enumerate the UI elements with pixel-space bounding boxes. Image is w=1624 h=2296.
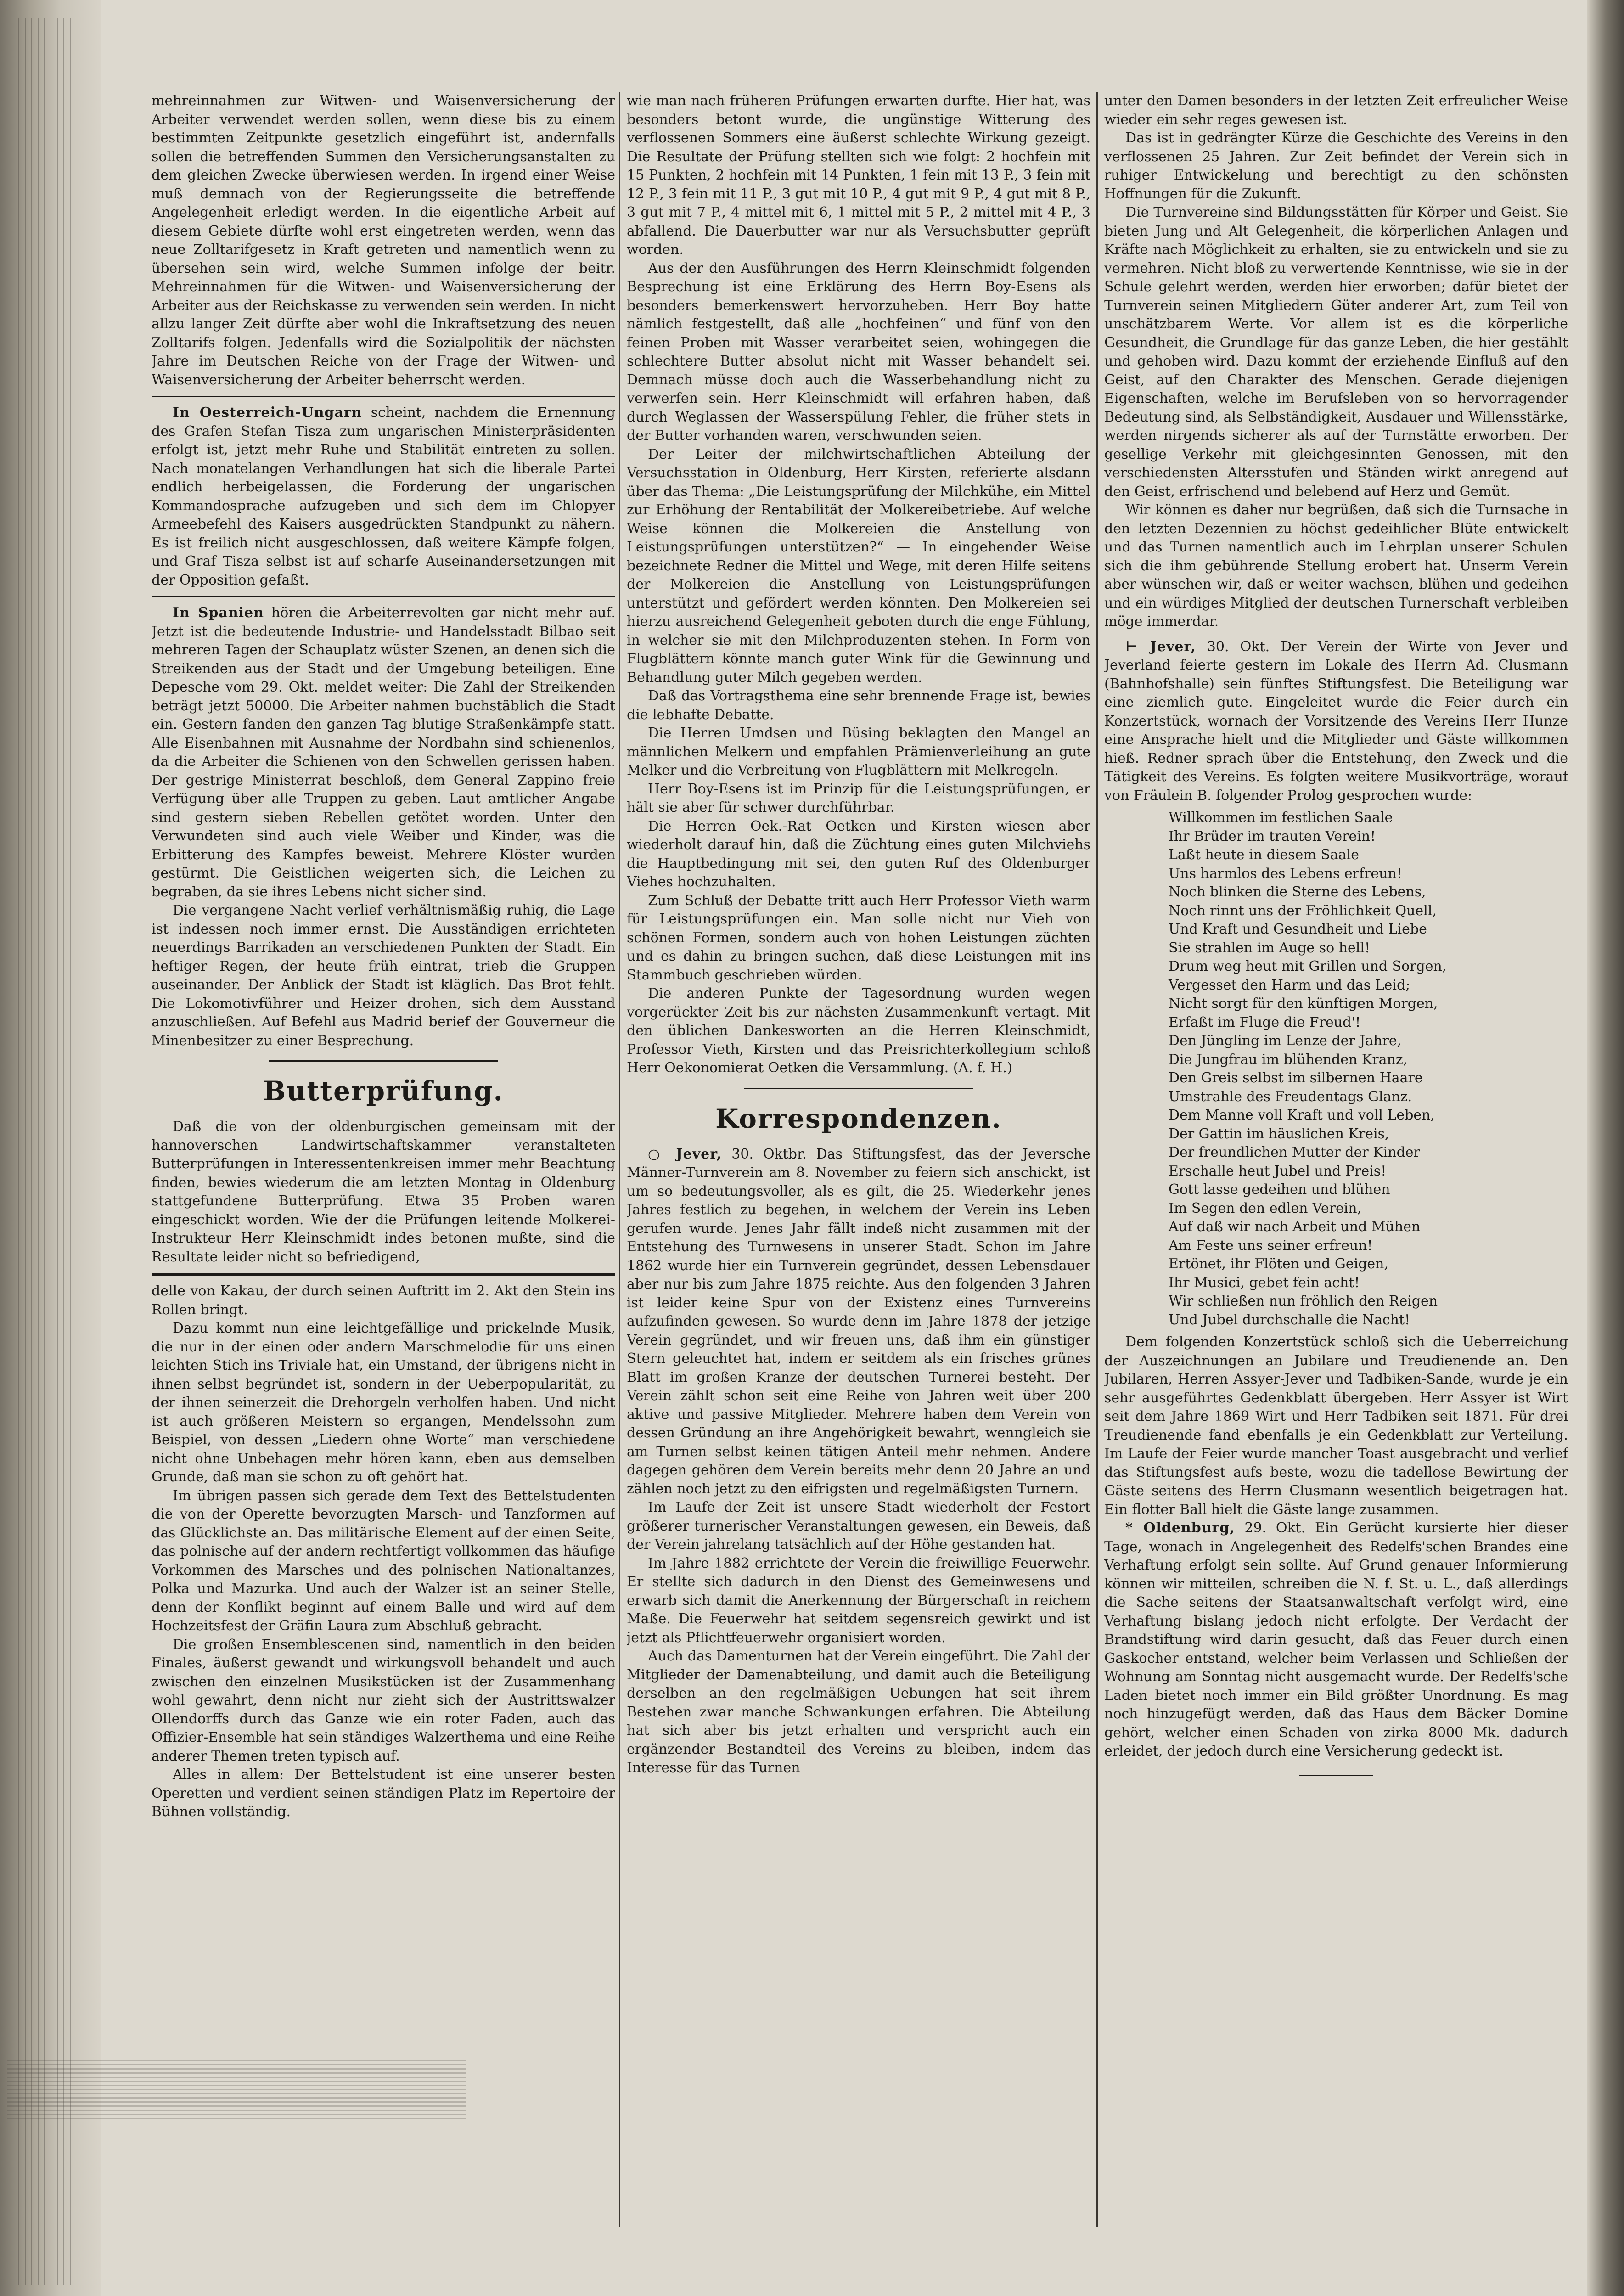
- newspaper-page: [138, 92, 1579, 2227]
- article-text: Dem folgenden Konzertstück schloß sich die Ueberreichung der Auszeichnungen an Jubilare und Treudienende an. Den Jubilaren, Herren Assyer-Jever und Tadbiken-Sande, wurde je ein sehr ausgeführtes Gedenkblatt übergeben. Herr Assyer ist Wirt seit dem Jahre 1869 Wirt und Herr Tadbiken seit 1871. Für drei Treudienende fand ebenfalls je ein Gedenkblatt zur Verteilung. Im Laufe der Feier wurde mancher Toast ausgebracht und verlief das Stiftungsfest aufs beste, wozu die tadellose Bewirtung der Gäste seitens des Herrn Clusmann wesentlich beigetragen hat. Ein flotter Ball hielt die Gäste lange zusammen.: [1104, 1334, 1568, 1518]
- article-text: Im Jahre 1882 errichtete der Verein die freiwillige Feuerwehr. Er stellte sich dadurch in den Dienst des Gemeinwesens und erwarb sich damit die Anerkennung der Bürgerschaft in reichem Maße. Die Feuerwehr hat seitdem segensreich gewirkt und ist jetzt als Pflichtfeuerwehr organisiert worden.: [627, 1555, 1090, 1646]
- feuilleton-text: Im übrigen passen sich gerade dem Text des Bettelstudenten die von der Operette bevorzugten Marsch- und Tanzformen auf das Glücklichste an. Das militärische Element auf der einen Seite, das polnische auf der andern rechtfertigt vollkommen das häufige Vorkommen des Marsches und des polnischen Nationaltanzes, Polka und Mazurka. Und auch der Walzer ist an seiner Stelle, denn der Konflikt beginnt auf einem Balle und wird auf dem Hochzeitsfest der Gräfin Laura zum Abschluß gebracht.: [152, 1487, 615, 1634]
- article-text: Auch das Damenturnen hat der Verein eingeführt. Die Zahl der Mitglieder der Damenabteilung, und damit auch die Beteiligung derselben an den regelmäßigen Uebungen hat seit ihrem Bestehen zwar manche Schwankungen erfahren. Die Abteilung hat sich aber bis jetzt erhalten und verspricht auch ein ergänzender Bestandteil des Vereins zu bleiben, indem das Interesse für das Turnen: [627, 1648, 1090, 1776]
- news-lead: ⊢ Jever,: [1125, 638, 1196, 655]
- feuilleton-rule: [152, 1273, 615, 1276]
- article-text: Daß das Vortragsthema eine sehr brennende Frage ist, bewies die lebhafte Debatte.: [627, 688, 1090, 723]
- separator-rule: [269, 1060, 498, 1062]
- poem-line: Am Feste uns seiner erfreun!: [1169, 1237, 1373, 1254]
- news-item-spain: [152, 604, 615, 901]
- article-text: Wir können es daher nur begrüßen, daß sich die Turnsache in den letzten Dezennien zu höchst gedeihlicher Blüte entwickelt und das Turnen namentlich auch im Lehrplan unserer Schulen sich die ihm gebührende Stellung erobert hat. Unserm Verein aber wünschen wir, daß er weiter wachsen, blühen und gedeihen und ein würdiges Mitglied der deutschen Turnerschaft verbleiben möge immerdar.: [1104, 502, 1568, 630]
- poem-line: Nicht sorgt für den künftigen Morgen,: [1169, 996, 1438, 1012]
- article-text: Die Turnvereine sind Bildungsstätten für Körper und Geist. Sie bieten Jung und Alt Gelegenheit, die körperlichen Anlagen und Kräfte nach Möglichkeit zu erhalten, sie zu entwickeln und sie zu vermehren. Nicht bloß zu verwertende Kenntnisse, wie sie in der Schule gelehrt werden, werden hier erworben; dafür bietet der Turnverein seinen Mitgliedern Güter anderer Art, zum Teil von unschätzbarem Werte. Vor allem ist es die körperliche Gesundheit, die Grundlage für das ganze Leben, die hier gestählt und gehoben wird. Dazu kommt der erziehende Einfluß auf den Geist, auf den Charakter des Menschen. Gerade diejenigen Eigenschaften, welche im Berufsleben von so hervorragender Bedeutung sind, als Selbständigkeit, Ausdauer und Willensstärke, werden nirgends sicherer als auf der Turnstätte erworben. Der gesellige Verkehr mit gleichgesinnten Genossen, mit den verschiedensten Altersstufen und Ständen wirkt anregend auf den Geist, erfrischend und belebend auf Herz und Gemüt.: [1104, 204, 1568, 500]
- news-lead: ○ Jever,: [648, 1146, 722, 1162]
- news-body: scheint, nachdem die Ernennung des Grafen Stefan Tisza zum ungarischen Ministerpräsidenten erfolgt ist, jetzt mehr Ruhe und Stabilität eintreten zu sollen. Nach monatelangen Verhandlungen hat sich die liberale Partei endlich herbeigelassen, die Forderung der ungarischen Kommandosprache aufzugeben und sich dem im Chlopyer Armeebefehl des Kaisers ausgedrückten Standpunkt zu nähern. Es ist freilich nicht ausgeschlossen, daß weitere Kämpfe folgen, und Graf Tisza selbst ist auf scharfe Auseinandersetzungen mit der Opposition gefaßt.: [152, 405, 615, 588]
- article-text: unter den Damen besonders in der letzten Zeit erfreulicher Weise wieder ein sehr reges gewesen ist.: [1104, 93, 1568, 128]
- feuilleton-text: Dazu kommt nun eine leichtgefällige und prickelnde Musik, die nur in der einen oder andern Marschmelodie für uns einen leichten Stich ins Triviale hat, ein Umstand, der übrigens nicht in ihnen selbst begründet ist, sondern in der Ueberpopularität, zu der ihnen seinerzeit die Drehorgeln verholfen haben. Und nicht ist auch größeren Meistern so ergangen, Mendelssohn zum Beispiel, von dessen „Liedern ohne Worte“ man verschiedene nicht ohne Unbehagen mehr hören kann, eben aus demselben Grunde, daß man sie schon zu oft gehört hat.: [152, 1320, 615, 1485]
- article-text: Die vergangene Nacht verlief verhältnismäßig ruhig, die Lage ist indessen noch immer ernst. Die Ausständigen errichteten neuerdings Barrikaden an verschiedenen Punkten der Stadt. Ein heftiger Regen, der heute früh eintrat, trieb die Gruppen auseinander. Der Anblick der Stadt ist kläglich. Das Brot fehlt. Die Lokomotivführer und Heizer drohen, sich dem Ausstand anzuschließen. Auf Befehl aus Madrid berief der Gouverneur die Minenbesitzer zu einer Besprechung.: [152, 902, 615, 1049]
- separator-rule: [152, 396, 615, 397]
- page-edge-shadow: [1587, 0, 1624, 2296]
- column-3: [1104, 92, 1568, 2227]
- article-text: wie man nach früheren Prüfungen erwarten durfte. Hier hat, was besonders betont wurde, die ungünstige Witterung des verflossenen Sommers eine äußerst schlechte Wirkung gezeigt. Die Resultate der Prüfung stellten sich wie folgt: 2 hochfein mit 15 Punkten, 2 hochfein mit 14 Punkten, 1 fein mit 13 P., 3 fein mit 12 P., 3 fein mit 11 P., 3 gut mit 10 P., 4 gut mit 9 P., 4 gut mit 8 P., 3 gut mit 7 P., 4 mittel mit 6, 1 mittel mit 5 P., 2 mittel mit 4 P., 3 abfallend. Die Dauerbutter war nur als Versuchsbutter geprüft worden.: [627, 93, 1090, 258]
- poem-line: Der Gattin im häuslichen Kreis,: [1169, 1125, 1389, 1142]
- news-item-austria: [152, 404, 615, 590]
- article-text: Im Laufe der Zeit ist unsere Stadt wiederholt der Festort größerer turnerischer Veranstaltungen gewesen, ein Beweis, daß der Verein jahrelang tatsächlich auf der Höhe gestanden hat.: [627, 1499, 1090, 1553]
- poem-line: Im Segen den edlen Verein,: [1169, 1200, 1362, 1216]
- news-body: 29. Okt. Ein Gerücht kursierte hier dieser Tage, wonach in Angelegenheit des Redelfs'schen Brandes eine Verhaftung erfolgt sein sollte. Auf Grund genauer Informierung können wir mitteilen, schreiben die N. f. St. u. L., daß allerdings die Sache seitens der Staatsanwaltschaft verfolgt wird, eine Verhaftung bislang jedoch nicht erfolgte. Der Verdacht der Brandstiftung wird darin gesucht, daß das Feuer durch einen Gaskocher entstand, welcher beim Verlassen und Schließen der Wohnung am Sonntag nicht ausgemacht wurde. Der Redelfs'sche Laden bietet noch immer ein Bild größter Unordnung. Es mag noch hinzugefügt werden, daß das Haus dem Bäcker Domine gehört, welcher einen Schaden von zirka 8000 Mk. dadurch erleidet, der jedoch durch eine Versicherung gedeckt ist.: [1104, 1520, 1568, 1759]
- poem-line: Dem Manne voll Kraft und voll Leben,: [1169, 1107, 1435, 1123]
- feuilleton-text: Alles in allem: Der Bettelstudent ist eine unserer besten Operetten und verdient seinen ständigen Platz im Repertoire der Bühnen vollständig.: [152, 1767, 615, 1820]
- poem-line: Noch blinken die Sterne des Lebens,: [1169, 884, 1426, 900]
- poem-line: Uns harmlos des Lebens erfreun!: [1169, 865, 1402, 882]
- news-lead: In Oesterreich-Ungarn: [173, 405, 362, 421]
- article-text: Daß die von der oldenburgischen gemeinsam mit der hannoverschen Landwirtschaftskammer veranstalteten Butterprüfungen in Interessentenkreisen immer mehr Beachtung finden, bewies wiederum die am letzten Montag in Oldenburg stattgefundene Butterprüfung. Etwa 35 Proben waren eingeschickt worden. Wie der die Prüfungen leitende Molkerei-Instrukteur Herr Kleinschmidt indes betonen mußte, sind die Resultate leider nicht so befriedigend,: [152, 1119, 615, 1265]
- separator-rule: [152, 596, 615, 597]
- column-1: [152, 92, 615, 2227]
- article-text: Das ist in gedrängter Kürze die Geschichte des Vereins in den verflossenen 25 Jahren. Zur Zeit befindet der Verein sich in ruhiger Entwickelung und berechtigt zu den schönsten Hoffnungen für die Zukunft.: [1104, 130, 1568, 202]
- news-body: 30. Okt. Der Verein der Wirte von Jever und Jeverland feierte gestern im Lokale des Herrn Ad. Clusmann (Bahnhofshalle) sein fünftes Stiftungsfest. Die Beteiligung war eine ziemlich gute. Eingeleitet wurde die Feier durch ein Konzertstück, wornach der Vorsitzende des Vereins Herr Hunze eine Ansprache hielt und die Mitglieder und Gäste willkommen hieß. Redner sprach über die Entstehung, den Zweck und die Tätigkeit des Vereins. Es folgten weitere Musikvorträge, worauf von Fräulein B. folgender Prolog gesprochen wurde:: [1104, 638, 1568, 804]
- poem-line: Der freundlichen Mutter der Kinder: [1169, 1144, 1420, 1160]
- poem-line: Wir schließen nun fröhlich den Reigen: [1169, 1293, 1438, 1309]
- poem-line: Den Jüngling im Lenze der Jahre,: [1169, 1033, 1402, 1049]
- news-body: hören die Arbeiterrevolten gar nicht mehr auf. Jetzt ist die bedeutende Industrie- und Handelsstadt Bilbao seit mehreren Tagen der Schauplatz wüster Szenen, an denen sich die Streikenden aus der Stadt und der Umgebung beteiligen. Eine Depesche vom 29. Okt. meldet weiter: Die Zahl der Streikenden beträgt jetzt 50000. Die Arbeiter nahmen buchstäblich die Stadt ein. Gestern fanden den ganzen Tag blutige Straßenkämpfe statt. Alle Eisenbahnen mit Ausnahme der Nordbahn sind schienenlos, da die Arbeiter die Schienen von den Schwellen gerissen haben. Der gestrige Ministerrat beschloß, dem General Zappino freie Verfügung über alle Truppen zu geben. Laut amtlicher Angabe sind gestern sieben Rebellen getötet worden. Unter den Verwundeten sind auch viele Weiber und Kinder, was die Erbitterung des Kampfes beweist. Mehrere Klöster wurden gestürmt. Die Geistlichen weigerten sich, die Leichen zu begraben, da sie ihres Lebens nicht sicher sind.: [152, 605, 615, 900]
- column-2: [627, 92, 1090, 2227]
- article-text: Aus der den Ausführungen des Herrn Kleinschmidt folgenden Besprechung ist eine Erklärung des Herrn Boy-Esens als besonders bemerkenswert hervorzuheben. Herr Boy hatte nämlich festgestellt, daß alle „hochfeinen“ und fünf von den feinen Proben mit Wasser verarbeitet seien, wohingegen die schlechtere Butter absolut nicht mit Wasser behandelt sei. Demnach müsse doch auch die Wasserbehandlung nicht zu verwerfen sein. Herr Kleinschmidt will erfahren haben, daß durch Weglassen der Wasserspülung Fehler, die früher stets in der Butter vorhanden waren, verschwunden seien.: [627, 260, 1090, 444]
- news-item-jever-wirte: [1104, 638, 1568, 805]
- column-divider: [1096, 92, 1098, 2227]
- end-rule: [1299, 1775, 1373, 1776]
- news-lead: * Oldenburg,: [1125, 1520, 1235, 1536]
- poem-line: Vergesset den Harm und das Leid;: [1169, 977, 1410, 993]
- column-divider: [619, 92, 620, 2227]
- article-text: Die anderen Punkte der Tagesordnung wurden wegen vorgerückter Zeit bis zur nächsten Zusammenkunft vertagt. Mit den üblichen Dankesworten an die Herren Kleinschmidt, Professor Vieth, Kirsten und das Preisrichterkollegium schloß Herr Oekonomierat Oetken die Versammlung. (A. f. H.): [627, 985, 1090, 1076]
- poem-line: Die Jungfrau im blühenden Kranz,: [1169, 1051, 1408, 1068]
- poem-line: Ihr Musici, gebet fein acht!: [1169, 1274, 1360, 1291]
- separator-rule: [744, 1088, 973, 1089]
- poem-line: Noch rinnt uns der Fröhlichkeit Quell,: [1169, 902, 1437, 919]
- poem-line: Erfaßt im Fluge die Freud'!: [1169, 1014, 1361, 1030]
- feuilleton-text: delle von Kakau, der durch seinen Auftritt im 2. Akt den Stein ins Rollen bringt.: [152, 1283, 615, 1318]
- article-text: Zum Schluß der Debatte tritt auch Herr Professor Vieth warm für Leistungsprüfungen ein. Man solle nicht nur Vieh von schönen Formen, sondern auch von hohen Leistungen züchten und es dahin zu bringen suchen, daß diese Leistungen mit ins Stammbuch geschrieben würden.: [627, 892, 1090, 983]
- poem-line: Den Greis selbst im silbernen Haare: [1169, 1070, 1423, 1086]
- section-heading-butterpruefung: Butterprüfung.: [263, 1075, 504, 1107]
- news-lead: In Spanien: [173, 605, 264, 621]
- print-smudge: [7, 2060, 466, 2119]
- poem-line: Gott lasse gedeihen und blühen: [1169, 1182, 1390, 1198]
- poem-line: Ihr Brüder im trauten Verein!: [1169, 828, 1376, 844]
- poem-line: Auf daß wir nach Arbeit und Mühen: [1169, 1219, 1421, 1235]
- feuilleton-text: Die großen Ensemblescenen sind, namentlich in den beiden Finales, äußerst gewandt und wirkungsvoll behandelt und auch zwischen den einzelnen Musikstücken ist der Zusammenhang wohl gewahrt, denn nicht nur zieht sich der Austrittswalzer Ollendorffs durch das Ganze wie ein roter Faden, auch das Offizier-Ensemble hat sein ständiges Walzerthema und eine Reihe anderer Themen treten typisch auf.: [152, 1636, 615, 1764]
- poem-line: Drum weg heut mit Grillen und Sorgen,: [1169, 958, 1447, 974]
- news-item-jever: [627, 1145, 1090, 1499]
- news-body: 30. Oktbr. Das Stiftungsfest, das der Jeversche Männer-Turnverein am 8. November zu feiern sich anschickt, ist um so bedeutungsvoller, als es gilt, die 25. Wiederkehr jenes Jahres festlich zu begehen, in welchem der Verein ins Leben gerufen wurde. Jenes Jahr fällt indeß nicht zusammen mit der Entstehung des Turnwesens in unserer Stadt. Schon im Jahre 1862 wurde hier ein Turnverein gegründet, dessen Lebensdauer aber nur bis zum Jahre 1875 reichte. Aus den folgenden 3 Jahren ist leider keine Spur von der Existenz eines Turnvereins aufzufinden gewesen. So wurde denn im Jahre 1878 der jetzige Verein gegründet, und wir freuen uns, daß ihm ein günstiger Stern geleuchtet hat, indem er seitdem als ein frisches grünes Blatt im großen Kranze der deutschen Turnerei besteht. Der Verein zählt schon seit eine Reihe von Jahren weit über 200 aktive und passive Mitglieder. Mehrere haben dem Verein von dessen Gründung an ihre Angehörigkeit bewahrt, wenngleich sie am Turnen selbst keinen tätigen Anteil mehr nehmen. Andere dagegen gehören dem Verein bereits mehr denn 20 Jahre an und zählen noch jetzt zu den eifrigsten und regelmäßigsten Turnern.: [627, 1146, 1090, 1497]
- poem-line: Und Kraft und Gesundheit und Liebe: [1169, 921, 1427, 937]
- article-text: Der Leiter der milchwirtschaftlichen Abteilung der Versuchsstation in Oldenburg, Herr Kirsten, referierte alsdann über das Thema: „Die Leistungsprüfung der Milchkühe, ein Mittel zur Erhöhung der Rentabilität der Molkereibetriebe. Auf welche Weise können die Molkereien die Anstellung von Leistungsprüfungen unterstützen?“ — In eingehender Weise bezeichnete Redner die Mittel und Wege, mit deren Hilfe seitens der Molkereien die Anstellung von Leistungsprüfungen unterstützt und gefördert werden könnten. Den Molkereien sei hierzu ausreichend Gelegenheit geboten durch die enge Fühlung, in welcher sie mit den Milchproduzenten stehen. In Form von Flugblättern könnte manch guter Wink für die Gewinnung und Behandlung guter Milch gegeben werden.: [627, 446, 1090, 686]
- article-text: Die Herren Oek.-Rat Oetken und Kirsten wiesen aber wiederholt darauf hin, daß die Züchtung eines guten Milchviehs die Hauptbedingung mit sei, den guten Ruf des Oldenburger Viehes hochzuhalten.: [627, 818, 1090, 890]
- binding-page-edges: [18, 18, 73, 2285]
- article-text: mehreinnahmen zur Witwen- und Waisenversicherung der Arbeiter verwendet werden sollen, wenn diese bis zu einem bestimmten Zeitpunkte gesetzlich eingeführt ist, andernfalls sollen die betreffenden Summen den Versicherungsanstalten zu dem gleichen Zwecke überwiesen werden. In irgend einer Weise muß demnach von der Regierungsseite die betreffende Angelegenheit erledigt werden. In die eigentliche Arbeit auf diesem Gebiete dürfte wohl erst eingetreten werden, wenn das neue Zolltarifgesetz in Kraft getreten und namentlich wenn zu übersehen sein wird, welche Summen infolge der beitr. Mehreinnahmen für die Witwen- und Waisenversicherung der Arbeiter aus der Reichskasse zu verwenden sein werden. In nicht allzu langer Zeit dürfte aber wohl die Inkraftsetzung des neuen Zolltarifs folgen. Jedenfalls wird die Sozialpolitik der nächsten Jahre im Deutschen Reiche von der Frage der Witwen- und Waisenversicherung der Arbeiter beherrscht werden.: [152, 93, 615, 388]
- poem-line: Laßt heute in diesem Saale: [1169, 847, 1359, 863]
- article-text: Die Herren Umdsen und Büsing beklagten den Mangel an männlichen Melkern und empfahlen Prämienverleihung an gute Melker und die Verbreitung von Flugblättern mit Melkregeln.: [627, 725, 1090, 778]
- poem-line: Willkommen im festlichen Saale: [1169, 810, 1393, 826]
- poem-line: Und Jubel durchschalle die Nacht!: [1169, 1311, 1410, 1328]
- poem-line: Erschalle heut Jubel und Preis!: [1169, 1163, 1387, 1179]
- poem-line: Ertönet, ihr Flöten und Geigen,: [1169, 1256, 1389, 1272]
- book-binding: [0, 0, 101, 2296]
- article-text: Herr Boy-Esens ist im Prinzip für die Leistungsprüfungen, er hält sie aber für schwer durchführbar.: [627, 781, 1090, 816]
- poem-line: Umstrahle des Freudentags Glanz.: [1169, 1088, 1412, 1105]
- section-heading-korrespondenzen: Korrespondenzen.: [715, 1103, 1002, 1134]
- prolog-poem: [1169, 809, 1568, 1329]
- poem-line: Sie strahlen im Auge so hell!: [1169, 940, 1371, 956]
- news-item-oldenburg: [1104, 1519, 1568, 1761]
